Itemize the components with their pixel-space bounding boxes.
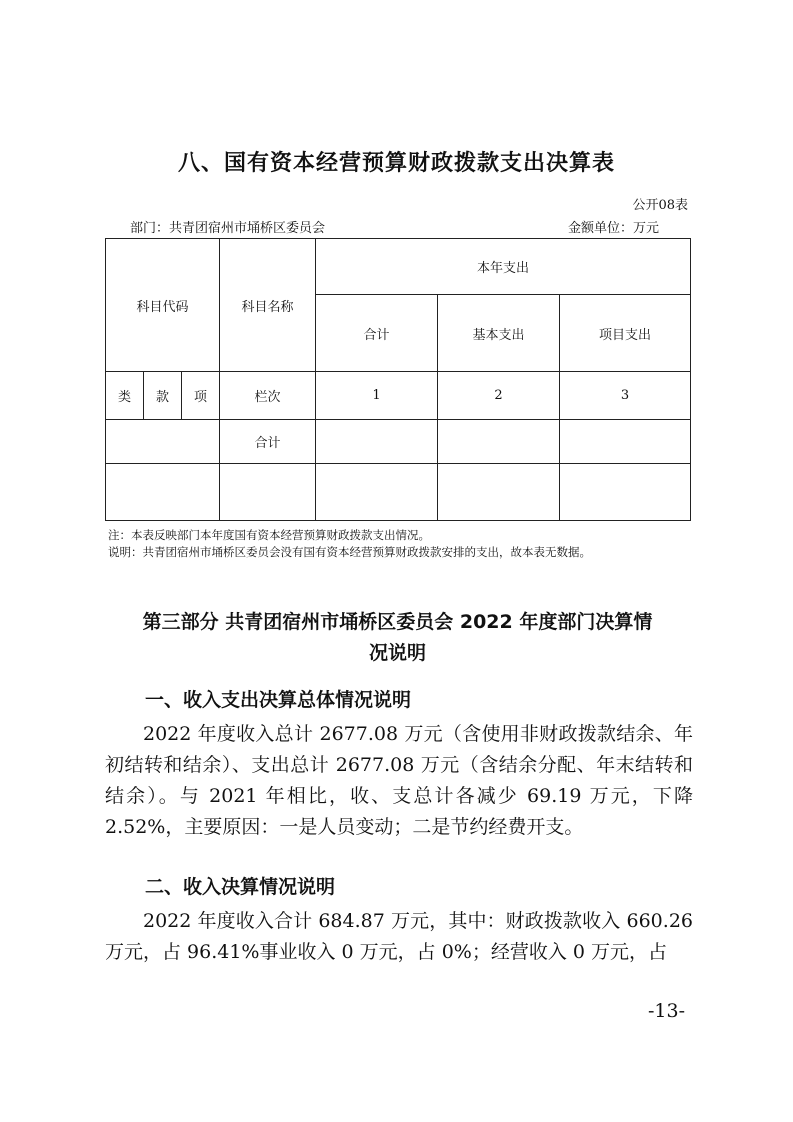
note-line-1: 注：本表反映部门本年度国有资本经营预算财政拨款支出情况。: [108, 528, 430, 542]
empty-row-code: [106, 464, 220, 521]
page-number: -13-: [647, 1000, 685, 1022]
table-number: 公开08表: [632, 198, 688, 213]
empty-row-total: [316, 464, 438, 521]
page-title: 八、国有资本经营预算财政拨款支出决算表: [177, 151, 615, 176]
budget-table: [105, 238, 691, 521]
table-notes: [108, 527, 591, 561]
section2-title: 二、收入决算情况说明: [145, 876, 336, 898]
header-project-expense: 项目支出: [560, 295, 691, 372]
part3-heading: [105, 607, 690, 669]
note-line-2: 说明：共青团宿州市埇桥区委员会没有国有资本经营预算财政拨款安排的支出，故本表无数据。: [108, 545, 591, 559]
total-row-project: [560, 420, 691, 464]
header-basic-expense: 基本支出: [438, 295, 560, 372]
column-number-2: 2: [438, 372, 560, 420]
empty-row-basic: [438, 464, 560, 521]
part3-heading-line-1: 第三部分 共青团宿州市埇桥区委员会 2022 年度部门决算情: [142, 611, 653, 633]
total-row-basic: [438, 420, 560, 464]
section1-paragraph: 2022 年度收入总计 2677.08 万元（含使用非财政拨款结余、年初结转和结余）、支出总计 2677.08 万元（含结余分配、年末结转和结余）。与 2021 年相比，收、支总计各减少 69.19 万元，下降 2.52%，主要原因：一是人员变动；二是节约经费开支。: [105, 723, 693, 838]
header-subject-name: 科目名称: [220, 239, 316, 372]
empty-row-project: [560, 464, 691, 521]
section2-paragraph: 2022 年度收入合计 684.87 万元，其中：财政拨款收入 660.26 万元，占 96.41%事业收入 0 万元，占 0%；经营收入 0 万元，占: [105, 910, 693, 963]
unit-label: 金额单位：万元: [568, 221, 660, 236]
part3-heading-line-2: 况说明: [368, 642, 426, 664]
column-number-3: 3: [560, 372, 691, 420]
header-current-year: 本年支出: [316, 239, 691, 295]
label-sub-item: 项: [182, 372, 220, 420]
label-item: 款: [144, 372, 182, 420]
header-total: 合计: [316, 295, 438, 372]
section1-title: 一、收入支出决算总体情况说明: [145, 689, 412, 711]
label-column-index: 栏次: [220, 372, 316, 420]
department-label: 部门：共青团宿州市埇桥区委员会: [130, 221, 326, 236]
total-row-label: 合计: [220, 420, 316, 464]
total-row-code: [106, 420, 220, 464]
total-row-total: [316, 420, 438, 464]
label-class: 类: [106, 372, 144, 420]
empty-row-name: [220, 464, 316, 521]
column-number-1: 1: [316, 372, 438, 420]
header-subject-code: 科目代码: [106, 239, 220, 372]
